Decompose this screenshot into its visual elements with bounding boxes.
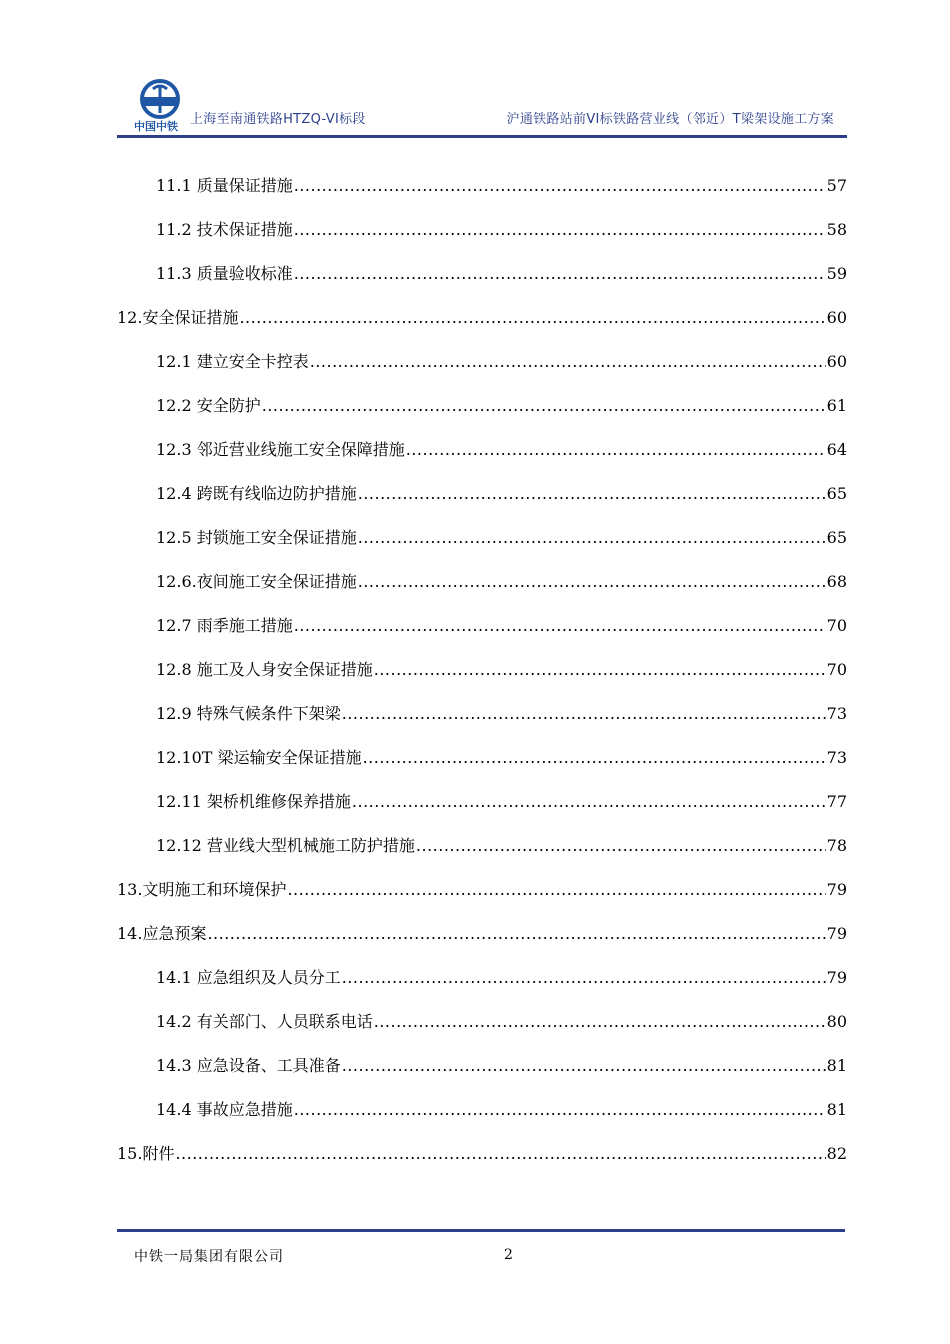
toc-entry-page: 79 bbox=[826, 880, 847, 899]
toc-entry-page: 81 bbox=[826, 1056, 847, 1075]
toc-entry[interactable] bbox=[117, 480, 847, 524]
toc-entry-page: 60 bbox=[826, 352, 847, 371]
toc-entry-page: 59 bbox=[826, 264, 847, 283]
toc-entry[interactable] bbox=[117, 260, 847, 304]
toc-entry[interactable] bbox=[117, 524, 847, 568]
toc-entry-page: 73 bbox=[826, 748, 847, 767]
toc-entry-page: 78 bbox=[826, 836, 847, 855]
toc-leader-dots bbox=[294, 1096, 826, 1124]
toc-entry[interactable] bbox=[117, 612, 847, 656]
toc-leader-dots bbox=[287, 876, 825, 904]
footer-company: 中铁一局集团有限公司 bbox=[134, 1249, 284, 1265]
logo-text: 中国中铁 bbox=[134, 120, 178, 133]
toc-leader-dots bbox=[310, 348, 826, 376]
toc-entry-title: 13.文明施工和环境保护 bbox=[117, 880, 287, 899]
toc-entry-page: 68 bbox=[826, 572, 847, 591]
toc-entry-page: 64 bbox=[826, 440, 847, 459]
toc-entry-title: 12.4 跨既有线临边防护措施 bbox=[156, 484, 357, 503]
toc-entry[interactable] bbox=[117, 392, 847, 436]
toc-entry[interactable] bbox=[117, 216, 847, 260]
toc-entry-page: 73 bbox=[826, 704, 847, 723]
toc-entry-title: 14.2 有关部门、人员联系电话 bbox=[156, 1012, 373, 1031]
toc-entry-page: 81 bbox=[826, 1100, 847, 1119]
toc-entry[interactable] bbox=[117, 832, 847, 876]
toc-entry-page: 57 bbox=[826, 176, 847, 195]
toc-entry[interactable] bbox=[117, 656, 847, 700]
toc-entry-title: 12.8 施工及人身安全保证措施 bbox=[156, 660, 373, 679]
header-rule bbox=[117, 135, 847, 138]
toc-entry-page: 79 bbox=[826, 924, 847, 943]
toc-entry[interactable] bbox=[117, 1140, 847, 1184]
toc-entry[interactable] bbox=[117, 436, 847, 480]
toc-leader-dots bbox=[294, 216, 826, 244]
toc-entry[interactable] bbox=[117, 1008, 847, 1052]
toc-entry-title: 11.2 技术保证措施 bbox=[156, 220, 293, 239]
toc-entry[interactable] bbox=[117, 744, 847, 788]
toc-leader-dots bbox=[358, 524, 826, 552]
toc-entry-page: 77 bbox=[826, 792, 847, 811]
toc-entry[interactable] bbox=[117, 304, 847, 348]
toc-leader-dots bbox=[262, 392, 826, 420]
toc-leader-dots bbox=[207, 920, 825, 948]
toc-entry-title: 11.3 质量验收标准 bbox=[156, 264, 293, 283]
toc-entry[interactable] bbox=[117, 1096, 847, 1140]
toc-entry[interactable] bbox=[117, 788, 847, 832]
toc-leader-dots bbox=[374, 1008, 826, 1036]
toc-leader-dots bbox=[358, 480, 826, 508]
toc-entry-title: 12.1 建立安全卡控表 bbox=[156, 352, 309, 371]
toc-entry[interactable] bbox=[117, 568, 847, 612]
toc-entry-page: 70 bbox=[826, 616, 847, 635]
toc-leader-dots bbox=[342, 700, 826, 728]
toc-entry[interactable] bbox=[117, 1052, 847, 1096]
toc-entry-title: 12.3 邻近营业线施工安全保障措施 bbox=[156, 440, 405, 459]
toc-entry-title: 12.5 封锁施工安全保证措施 bbox=[156, 528, 357, 547]
toc-entry-page: 65 bbox=[826, 484, 847, 503]
toc-entry-page: 60 bbox=[826, 308, 847, 327]
toc-leader-dots bbox=[352, 788, 826, 816]
toc-entry-title: 12.11 架桥机维修保养措施 bbox=[156, 792, 351, 811]
toc-entry-title: 12.12 营业线大型机械施工防护措施 bbox=[156, 836, 415, 855]
toc-entry-title: 12.安全保证措施 bbox=[117, 308, 239, 327]
toc-entry-title: 14.应急预案 bbox=[117, 924, 207, 943]
toc-leader-dots bbox=[358, 568, 826, 596]
table-of-contents bbox=[117, 172, 847, 1184]
toc-leader-dots bbox=[239, 304, 825, 332]
toc-entry-page: 65 bbox=[826, 528, 847, 547]
toc-leader-dots bbox=[294, 612, 826, 640]
toc-entry-title: 12.10T 梁运输安全保证措施 bbox=[156, 748, 362, 767]
toc-leader-dots bbox=[342, 1052, 826, 1080]
toc-entry-title: 11.1 质量保证措施 bbox=[156, 176, 293, 195]
toc-entry-title: 15.附件 bbox=[117, 1144, 175, 1163]
toc-entry-page: 79 bbox=[826, 968, 847, 987]
footer-rule bbox=[117, 1229, 845, 1232]
toc-leader-dots bbox=[294, 172, 826, 200]
toc-entry-page: 70 bbox=[826, 660, 847, 679]
toc-leader-dots bbox=[294, 260, 826, 288]
toc-leader-dots bbox=[416, 832, 826, 860]
toc-leader-dots bbox=[175, 1140, 825, 1168]
toc-entry-title: 12.7 雨季施工措施 bbox=[156, 616, 293, 635]
toc-entry[interactable] bbox=[117, 172, 847, 216]
toc-entry-page: 61 bbox=[826, 396, 847, 415]
toc-leader-dots bbox=[342, 964, 826, 992]
toc-entry[interactable] bbox=[117, 920, 847, 964]
toc-entry[interactable] bbox=[117, 348, 847, 392]
header-document-title: 沪通铁路站前VI标铁路营业线（邻近）T梁架设施工方案 bbox=[506, 112, 834, 127]
toc-leader-dots bbox=[374, 656, 826, 684]
toc-entry-title: 12.9 特殊气候条件下架梁 bbox=[156, 704, 341, 723]
toc-entry-title: 12.6.夜间施工安全保证措施 bbox=[156, 572, 357, 591]
toc-entry-title: 14.1 应急组织及人员分工 bbox=[156, 968, 341, 987]
toc-leader-dots bbox=[406, 436, 826, 464]
header-project: 上海至南通铁路HTZQ-VI标段 bbox=[190, 112, 366, 127]
toc-entry-page: 58 bbox=[826, 220, 847, 239]
toc-entry-title: 14.4 事故应急措施 bbox=[156, 1100, 293, 1119]
toc-leader-dots bbox=[363, 744, 826, 772]
toc-entry-page: 80 bbox=[826, 1012, 847, 1031]
page-number: 2 bbox=[504, 1247, 513, 1263]
toc-entry-page: 82 bbox=[826, 1144, 847, 1163]
toc-entry[interactable] bbox=[117, 964, 847, 1008]
toc-entry[interactable] bbox=[117, 876, 847, 920]
toc-entry[interactable] bbox=[117, 700, 847, 744]
toc-entry-title: 14.3 应急设备、工具准备 bbox=[156, 1056, 341, 1075]
toc-entry-title: 12.2 安全防护 bbox=[156, 396, 261, 415]
